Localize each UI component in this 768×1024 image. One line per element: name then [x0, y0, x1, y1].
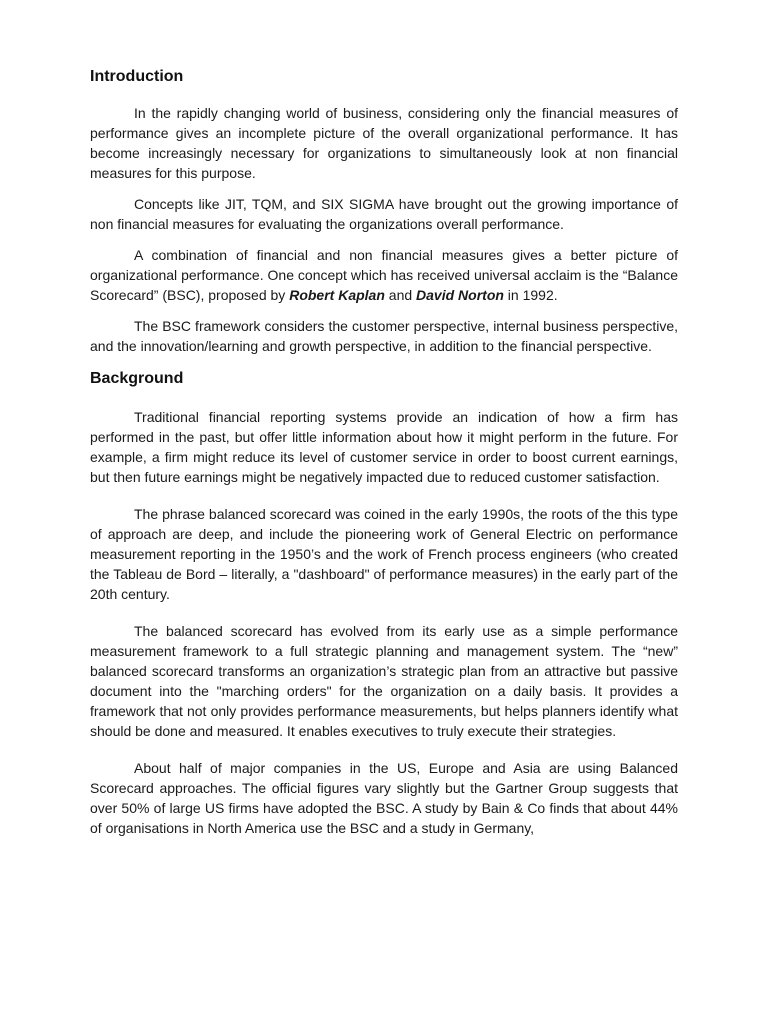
background-paragraph-4: About half of major companies in the US, Europe and Asia are using Balanced Scorecard approaches. The official figures vary slightly but the Gartner Group suggests that over 50% of large US firms have adopted the BSC. A study by Bain & Co finds that about 44% of organisations in North America use the BSC and a study in Germany,: [90, 760, 678, 836]
background-paragraph-1: Traditional financial reporting systems provide an indication of how a firm has performed in the past, but offer little information about how it might perform in the future. For example, a firm might reduce its level of customer service in order to boost current earnings, but then future earnings might be negatively impacted due to reduced customer satisfaction.: [90, 409, 678, 485]
intro-paragraph-3-text-b: and: [384, 287, 417, 303]
section-heading-introduction: Introduction: [90, 68, 184, 85]
intro-paragraph-3: [90, 245, 678, 305]
background-paragraph-3: The balanced scorecard has evolved from its early use as a simple performance measurement framework to a full strategic planning and management system. The “new” balanced scorecard transforms an organization’s strategic plan from an attractive but passive document into the "marching orders" for the organization on a daily basis. It provides a framework that not only provides performance measurements, but helps planners identify what should be done and measured. It enables executives to truly execute their strategies.: [90, 623, 678, 739]
intro-paragraph-3-text-c: in 1992.: [503, 287, 558, 303]
document-body: [90, 66, 678, 838]
author-name-norton: David Norton: [416, 287, 504, 303]
intro-paragraph-3-text-a: A combination of financial and non financial measures gives a better picture of organizational performance. One concept which has received universal acclaim is the “Balance Scorecard” (BSC), proposed by: [90, 247, 678, 303]
intro-paragraph-4: The BSC framework considers the customer perspective, internal business perspective, and the innovation/learning and growth perspective, in addition to the financial perspective.: [90, 318, 678, 354]
intro-paragraph-1: In the rapidly changing world of business, considering only the financial measures of performance gives an incomplete picture of the overall organizational performance. It has become increasingly necessary for organizations to simultaneously look at non financial measures for this purpose.: [90, 105, 678, 181]
author-name-kaplan: Robert Kaplan: [289, 287, 385, 303]
section-heading-background: Background: [90, 370, 184, 387]
background-paragraph-2: The phrase balanced scorecard was coined in the early 1990s, the roots of the this type of approach are deep, and include the pioneering work of General Electric on performance measurement reporting in the 1950’s and the work of French process engineers (who created the Tableau de Bord – literally, a "dashboard" of performance measures) in the early part of the 20th century.: [90, 506, 678, 602]
intro-paragraph-2: Concepts like JIT, TQM, and SIX SIGMA have brought out the growing importance of non financial measures for evaluating the organizations overall performance.: [90, 196, 678, 232]
